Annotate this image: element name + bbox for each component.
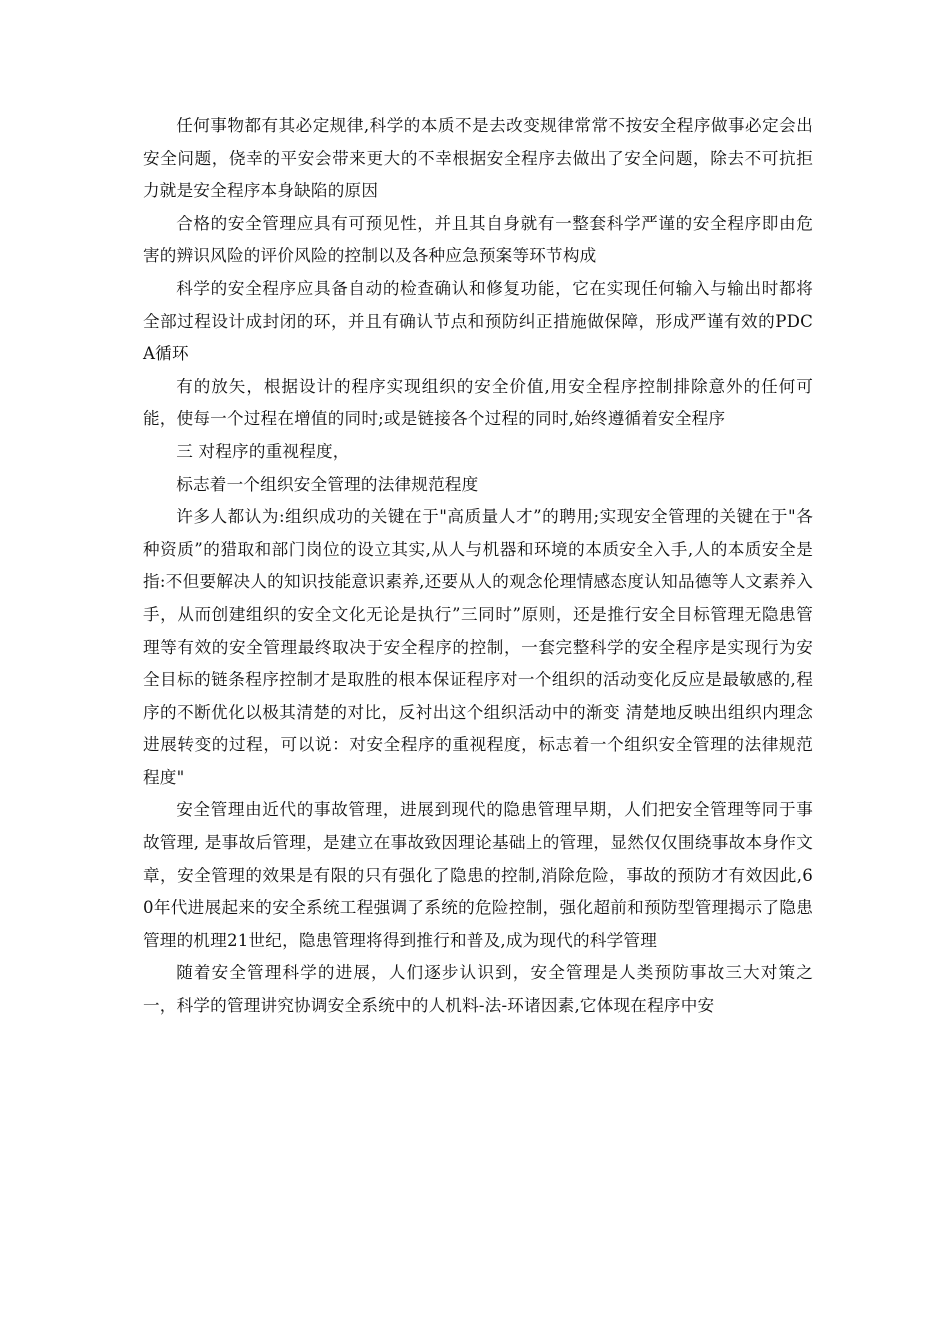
paragraph-3: 科学的安全程序应具备自动的检查确认和修复功能，它在实现任何输入与输出时都将全部过程设计成封闭的环，并且有确认节点和预防纠正措施做保障，形成严谨有效的PDCA循环	[143, 278, 813, 364]
paragraph-2: 合格的安全管理应具有可预见性，并且其自身就有一整套科学严谨的安全程序即由危害的辨识风险的评价风险的控制以及各种应急预案等环节构成	[143, 213, 813, 266]
paragraph-5: 许多人都认为:组织成功的关键在于"高质量人才”的聘用;实现安全管理的关键在于"各种资质”的猎取和部门岗位的设立其实,从人与机器和环境的本质安全入手,人的本质安全是指:不但要解决人的知识技能意识素养,还要从人的观念伦理情感态度认知品德等人文素养入手，从而创建组织的安全文化无论是执行”三同时”原则，还是推行安全目标管理无隐患管理等有效的安全管理最终取决于安全程序的控制，一套完整科学的安全程序是实现行为安全目标的链条程序控制才是取胜的根本保证程序对一个组织的活动变化反应是最敏感的,程序的不断优化以极其清楚的对比，反衬出这个组织活动中的渐变 清楚地反映出组织内理念进展转变的过程，可以说：对安全程序的重视程度，标志着一个组织安全管理的法律规范程度"	[143, 507, 813, 787]
document-page	[143, 110, 813, 1023]
paragraph-4: 有的放矢，根据设计的程序实现组织的安全价值,用安全程序控制排除意外的任何可能，使每一个过程在增值的同时;或是链接各个过程的同时,始终遵循着安全程序	[143, 376, 813, 429]
paragraph-6: 安全管理由近代的事故管理，进展到现代的隐患管理早期，人们把安全管理等同于事故管理, 是事故后管理，是建立在事故致因理论基础上的管理，显然仅仅围绕事故本身作文章，安全管理的效果是有限的只有强化了隐患的控制,消除危险，事故的预防才有效因此,60年代进展起来的安全系统工程强调了系统的危险控制，强化超前和预防型管理揭示了隐患管理的机理21世纪，隐患管理将得到推行和普及,成为现代的科学管理	[143, 800, 813, 950]
section-subheading: 标志着一个组织安全管理的法律规范程度	[176, 474, 479, 494]
section-heading: 三 对程序的重视程度，	[176, 441, 350, 461]
paragraph-7: 随着安全管理科学的进展，人们逐步认识到，安全管理是人类预防事故三大对策之一，科学的管理讲究协调安全系统中的人机料-法-环诸因素,它体现在程序中安	[143, 963, 813, 1016]
paragraph-1: 任何事物都有其必定规律,科学的本质不是去改变规律常常不按安全程序做事必定会出安全问题，侥幸的平安会带来更大的不幸根据安全程序去做出了安全问题，除去不可抗拒力就是安全程序本身缺陷的原因	[143, 116, 813, 201]
